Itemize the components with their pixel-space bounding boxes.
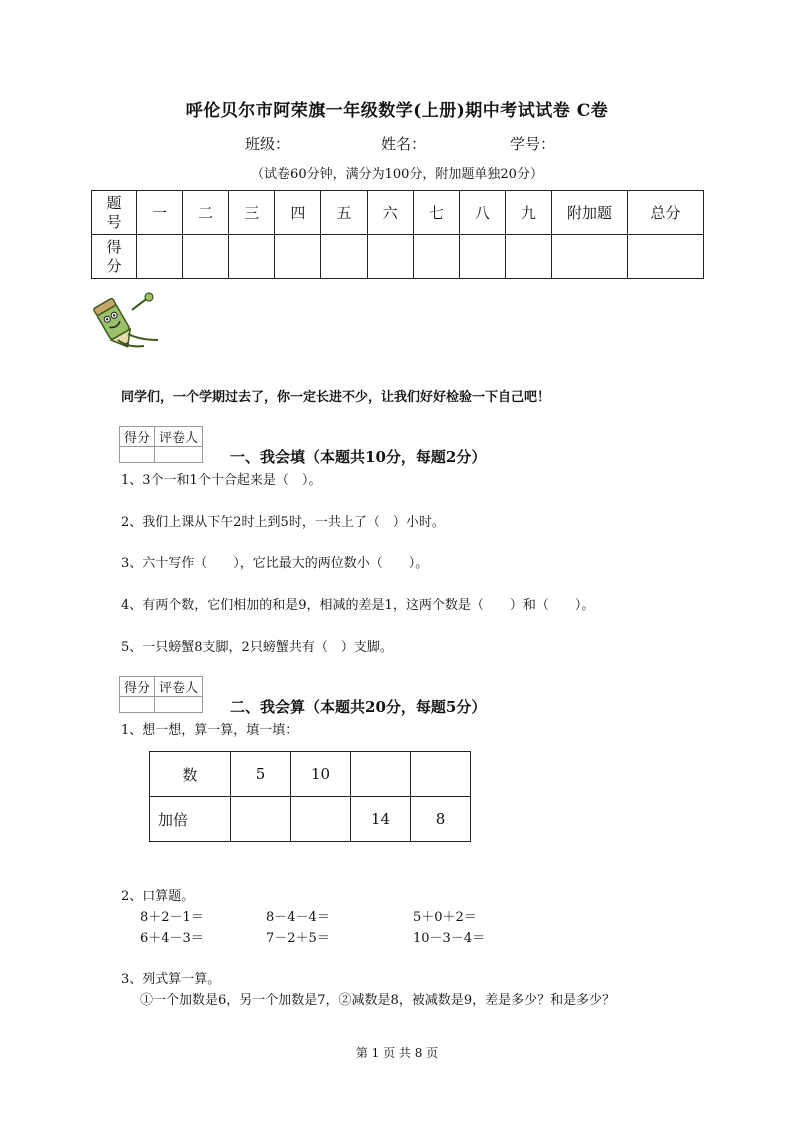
doubling-table-cell[interactable] xyxy=(291,797,351,842)
score-table-header-label: 题号 xyxy=(106,193,122,231)
grader-box-score-label: 得分 xyxy=(120,427,155,447)
doubling-table-cell[interactable] xyxy=(411,752,471,797)
score-col-1: 一 xyxy=(137,191,183,235)
grader-box-score-label: 得分 xyxy=(120,677,155,697)
score-col-4: 四 xyxy=(275,191,321,235)
doubling-table-cell[interactable] xyxy=(351,752,411,797)
section1-question-1: 1、3个一和1个十合起来是（ ）。 xyxy=(121,473,322,488)
score-cell[interactable] xyxy=(321,235,367,279)
pencil-mascot-icon xyxy=(88,290,163,352)
grader-box-grader-label: 评卷人 xyxy=(155,677,203,697)
section1-question-2: 2、我们上课从下午2时上到5时，一共上了（ ）小时。 xyxy=(121,515,445,530)
grader-box xyxy=(119,426,203,463)
section2-question-3: 3、列式算一算。 xyxy=(121,972,221,987)
score-col-2: 二 xyxy=(183,191,229,235)
score-cell[interactable] xyxy=(413,235,459,279)
doubling-table-cell[interactable] xyxy=(231,797,291,842)
oral-problem: 6＋4－3＝ xyxy=(140,931,204,946)
name-label: 姓名： xyxy=(381,135,427,153)
score-table xyxy=(91,190,704,279)
grader-box-score-cell[interactable] xyxy=(120,697,155,713)
score-cell[interactable] xyxy=(628,235,704,279)
score-table-score-label: 得分 xyxy=(106,237,122,275)
section1-question-5: 5、一只螃蟹8支脚，2只螃蟹共有（ ）支脚。 xyxy=(121,640,393,655)
score-cell[interactable] xyxy=(459,235,505,279)
score-table-row-label xyxy=(92,235,137,279)
section2-question-2: 2、口算题。 xyxy=(121,889,195,904)
score-col-7: 七 xyxy=(413,191,459,235)
score-cell[interactable] xyxy=(552,235,628,279)
score-cell[interactable] xyxy=(505,235,551,279)
score-col-3: 三 xyxy=(229,191,275,235)
doubling-table-cell: 5 xyxy=(231,752,291,797)
oral-problem: 5＋0＋2＝ xyxy=(413,910,477,925)
score-col-9: 九 xyxy=(505,191,551,235)
student-number-label: 学号： xyxy=(510,135,556,153)
grader-box-grader-label: 评卷人 xyxy=(155,427,203,447)
section1-question-4: 4、有两个数，它们相加的和是9，相减的差是1，这两个数是（ ）和（ ）。 xyxy=(121,598,595,613)
class-label: 班级： xyxy=(245,135,291,153)
doubling-table xyxy=(149,751,471,842)
doubling-table-row-label: 数 xyxy=(150,752,231,797)
score-col-8: 八 xyxy=(459,191,505,235)
grader-box xyxy=(119,676,203,713)
section2-title: 二、我会算（本题共20分，每题5分） xyxy=(230,698,487,716)
score-cell[interactable] xyxy=(137,235,183,279)
score-col-bonus: 附加题 xyxy=(552,191,628,235)
grader-box-score-cell[interactable] xyxy=(120,447,155,463)
score-table-row-label xyxy=(92,191,137,235)
score-cell[interactable] xyxy=(275,235,321,279)
oral-problem: 7－2＋5＝ xyxy=(266,931,330,946)
oral-problem: 8＋2－1＝ xyxy=(140,910,204,925)
score-col-total: 总分 xyxy=(628,191,704,235)
section2-question-1: 1、想一想，算一算，填一填： xyxy=(121,723,299,738)
exam-note: （试卷60分钟，满分为100分，附加题单独20分） xyxy=(251,167,543,182)
page-footer: 第 1 页 共 8 页 xyxy=(355,1046,439,1060)
intro-text: 同学们，一个学期过去了，你一定长进不少，让我们好好检验一下自己吧！ xyxy=(121,390,551,405)
score-col-5: 五 xyxy=(321,191,367,235)
score-cell[interactable] xyxy=(183,235,229,279)
grader-box-grader-cell[interactable] xyxy=(155,447,203,463)
section1-question-3: 3、六十写作（ ），它比最大的两位数小（ ）。 xyxy=(121,556,429,571)
score-cell[interactable] xyxy=(367,235,413,279)
score-col-6: 六 xyxy=(367,191,413,235)
oral-problem: 8－4－4＝ xyxy=(266,910,330,925)
doubling-table-row-label: 加倍 xyxy=(150,797,231,842)
doubling-table-cell: 14 xyxy=(351,797,411,842)
doubling-table-cell: 10 xyxy=(291,752,351,797)
score-cell[interactable] xyxy=(229,235,275,279)
page-title: 呼伦贝尔市阿荣旗一年级数学(上册)期中考试试卷 C卷 xyxy=(185,101,609,121)
section1-title: 一、我会填（本题共10分，每题2分） xyxy=(230,448,487,466)
doubling-table-cell: 8 xyxy=(411,797,471,842)
grader-box-grader-cell[interactable] xyxy=(155,697,203,713)
oral-problem: 10－3－4＝ xyxy=(413,931,486,946)
section2-question-3-text: ①一个加数是6，另一个加数是7，②减数是8，被减数是9，差是多少？和是多少？ xyxy=(140,993,616,1008)
